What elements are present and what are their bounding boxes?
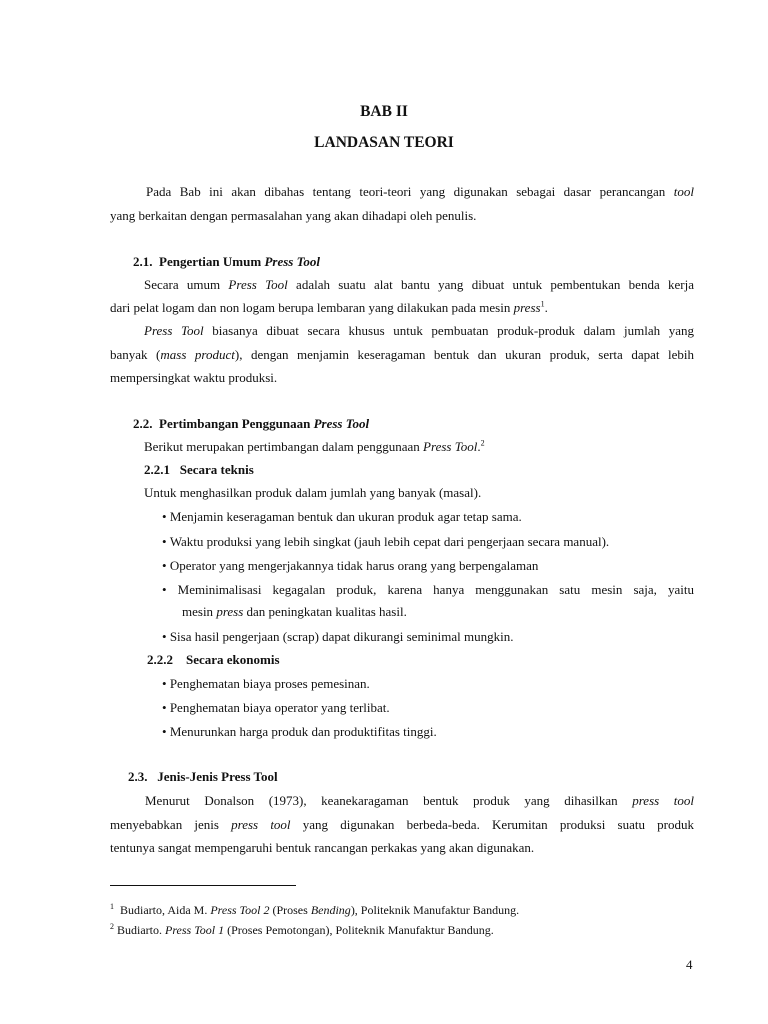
chapter-label: BAB II xyxy=(360,103,408,120)
intro-line-1: Pada Bab ini akan dibahas tentang teori-teori yang digunakan sebagai dasar perancangan tool xyxy=(146,184,695,199)
s21-p2-line-3: mempersingkat waktu produksi. xyxy=(110,370,278,385)
s21-p1-line-1: Secara umum Press Tool adalah suatu alat bantu yang dibuat untuk pembentukan benda kerja xyxy=(144,277,694,292)
footnote-1: $^1$ Budiarto, Aida M. Press Tool 2 (Proses Bending), Politeknik Manufaktur Bandung. xyxy=(110,902,520,917)
list-item: • Menurunkan harga produk dan produktifitas tinggi. xyxy=(162,724,437,739)
bullet-icon: • xyxy=(162,558,167,573)
bullet-icon: • xyxy=(162,582,167,597)
footnote-divider xyxy=(110,885,296,886)
subsection-2-2-2-heading: 2.2.2 Secara ekonomis xyxy=(147,652,280,667)
chapter-title: LANDASAN TEORI xyxy=(314,134,454,151)
s23-line-3: tentunya sangat mempengaruhi bentuk rancangan perkakas yang akan digunakan. xyxy=(110,840,535,855)
bullet-icon: • xyxy=(162,509,167,524)
bullet-icon: • xyxy=(162,534,167,549)
section-2-3-heading: 2.3. Jenis-Jenis Press Tool xyxy=(128,769,278,784)
footnote-2: $^2$ Budiarto. Press Tool 1 (Proses Pemotongan), Politeknik Manufaktur Bandung. xyxy=(110,922,494,937)
s23-line-1: Menurut Donalson (1973), keanekaragaman bentuk produk yang dihasilkan press tool xyxy=(145,793,694,808)
bullet-icon: • xyxy=(162,629,167,644)
s23-line-2: menyebabkan jenis press tool yang digunakan berbeda-beda. Kerumitan produksi suatu produk xyxy=(110,817,694,832)
list-item: • Menjamin keseragaman bentuk dan ukuran produk agar tetap sama. xyxy=(162,509,522,524)
list-item: • Penghematan biaya proses pemesinan. xyxy=(162,676,370,691)
list-item: • Waktu produksi yang lebih singkat (jauh lebih cepat dari pengerjaan secara manual). xyxy=(162,534,610,549)
section-2-1-heading: 2.1. Pengertian Umum Press Tool xyxy=(133,254,320,269)
s21-p1-line-2: dari pelat logam dan non logam berupa lembaran yang dilakukan pada mesin press$^1$. xyxy=(110,299,548,315)
list-item-continuation: mesin press dan peningkatan kualitas hasil. xyxy=(182,604,407,619)
s21-p2-line-2: banyak (mass product), dengan menjamin keseragaman bentuk dan ukuran produk, serta dapat lebih xyxy=(110,347,694,362)
s22-intro: Berikut merupakan pertimbangan dalam penggunaan Press Tool.$^2$ xyxy=(144,438,485,454)
list-item: • Sisa hasil pengerjaan (scrap) dapat dikurangi seminimal mungkin. xyxy=(162,629,514,644)
bullet-icon: • xyxy=(162,676,167,691)
s221-lead: Untuk menghasilkan produk dalam jumlah yang banyak (masal). xyxy=(144,485,482,500)
list-item: • Operator yang mengerjakannya tidak harus orang yang berpengalaman xyxy=(162,558,539,573)
list-item: • Meminimalisasi kegagalan produk, karena hanya menggunakan satu mesin saja, yaitu xyxy=(162,582,695,597)
section-2-2-heading: 2.2. Pertimbangan Penggunaan Press Tool xyxy=(133,416,370,431)
s21-p2-line-1: Press Tool biasanya dibuat secara khusus untuk pembuatan produk-produk dalam jumlah yang xyxy=(144,323,694,338)
bullet-icon: • xyxy=(162,700,167,715)
intro-line-2: yang berkaitan dengan permasalahan yang akan dihadapi oleh penulis. xyxy=(110,208,477,223)
bullet-icon: • xyxy=(162,724,167,739)
list-item: • Penghematan biaya operator yang terlibat. xyxy=(162,700,390,715)
page-number: 4 xyxy=(686,957,693,972)
subsection-2-2-1-heading: 2.2.1 Secara teknis xyxy=(144,462,254,477)
